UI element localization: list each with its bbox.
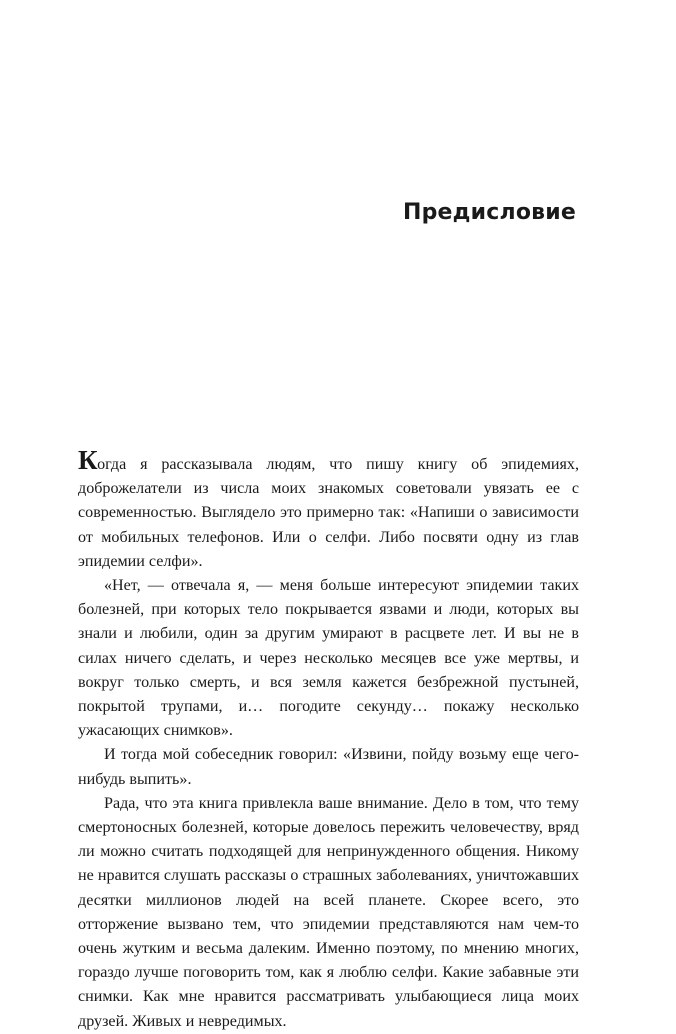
- chapter-body: [78, 445, 579, 1034]
- paragraph-3: И тогда мой собеседник говорил: «Извини, пойду возьму еще чего-нибудь выпить».: [78, 746, 579, 788]
- chapter-title: Предисловие: [403, 200, 576, 225]
- drop-cap: К: [78, 445, 98, 475]
- paragraph-4: Рада, что эта книга привлекла ваше внимание. Дело в том, что тему смертоносных болезней, которые довелось пережить человечеству, вряд ли можно считать подходящей для непринужденного общения. Никому не нравится слушать рассказы о страшных заболеваниях, уничтожавших десятки миллионов людей на всей планете. Скорее всего, это отторжение вызвано тем, что эпидемии представляются нам чем-то очень жутким и весьма далеким. Именно поэтому, по мнению многих, гораздо лучше поговорить том, как я люблю селфи. Какие забавные эти снимки. Как мне нравится рассматривать улыбающиеся лица моих друзей. Живых и невредимых.: [78, 794, 579, 1030]
- paragraph-2: «Нет, — отвечала я, — меня больше интересуют эпидемии таких болезней, при которых тело покрывается язвами и люди, которых вы знали и любили, один за другим умирают в расцвете лет. И вы не в силах ничего сделать, и через несколько месяцев все уже мертвы, и вокруг только смерть, и вся земля кажется безбрежной пустыней, покрытой трупами, и… погодите секунду… покажу несколько ужасающих снимков».: [78, 577, 579, 740]
- paragraph-1: [78, 445, 579, 574]
- paragraph-1-text: огда я рассказывала людям, что пишу книгу об эпидемиях, доброжелатели из числа моих знакомых советовали увязать ее с современностью. Выглядело это примерно так: «Напиши о зависимости от мобильных телефонов. Или о селфи. Либо посвяти одну из глав эпидемии селфи».: [78, 456, 579, 570]
